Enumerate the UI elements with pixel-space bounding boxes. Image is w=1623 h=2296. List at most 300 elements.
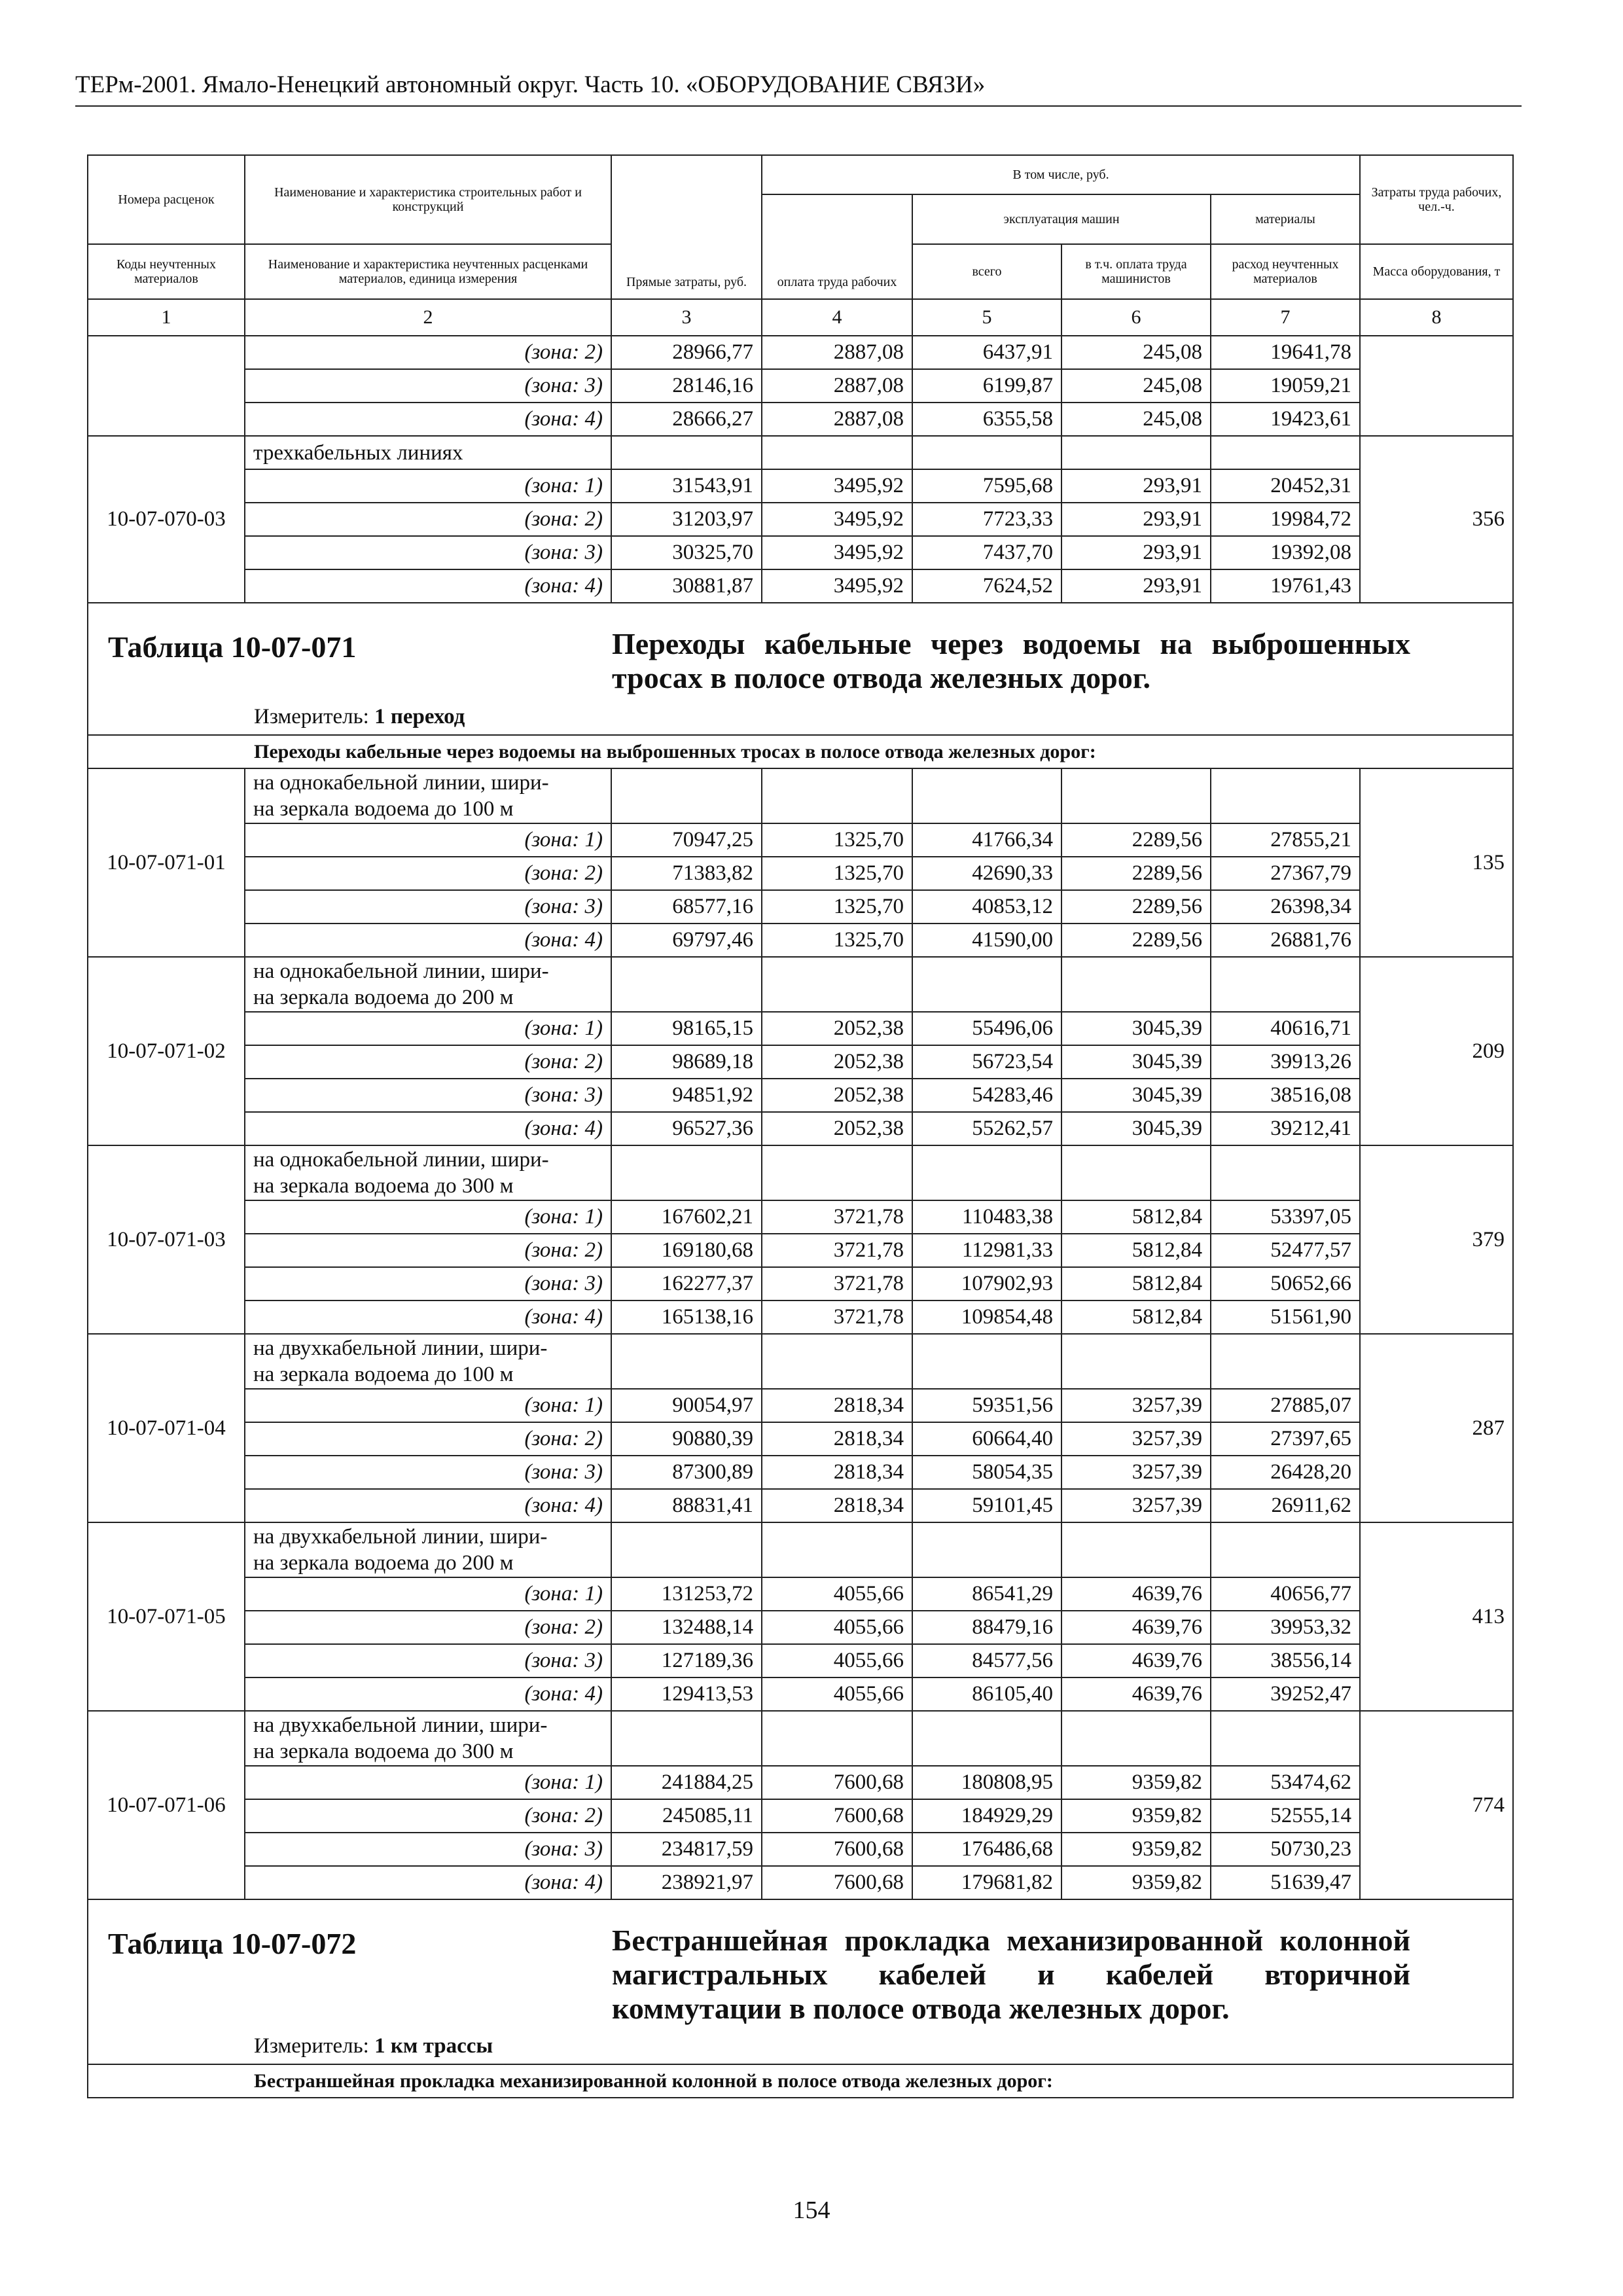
machinist-pay: 2289,56 [1061,823,1211,857]
direct-cost: 90880,39 [611,1422,762,1456]
machines-total: 41766,34 [912,823,1061,857]
table-row [88,1766,1513,1799]
column-number: 7 [1211,299,1360,336]
materials-cost: 53474,62 [1211,1766,1360,1799]
machinist-pay: 3257,39 [1061,1422,1211,1456]
machines-total: 7624,52 [912,569,1061,603]
machinist-pay: 5812,84 [1061,1300,1211,1334]
page-number: 154 [793,2197,830,2224]
labor-pay: 3721,78 [762,1234,912,1267]
zone-label: (зона: 4) [245,1489,611,1522]
table-number: Таблица 10-07-072 [108,1927,357,1960]
materials-cost: 39212,41 [1211,1112,1360,1145]
zone-label: (зона: 4) [245,1300,611,1334]
machines-total: 41590,00 [912,924,1061,957]
work-description [245,1334,611,1389]
machines-total: 7595,68 [912,469,1061,503]
machines-total: 180808,95 [912,1766,1061,1799]
labor-pay: 3721,78 [762,1267,912,1300]
empty-cell [1211,1522,1360,1577]
rate-code: 10-07-070-03 [88,436,245,603]
table-row [88,1422,1513,1456]
zone-label: (зона: 4) [245,1112,611,1145]
table-row [88,823,1513,857]
work-description-line: на однокабельной линии, шири- [253,771,549,795]
machines-total: 86105,40 [912,1677,1061,1711]
table-row [88,1644,1513,1677]
table-row [88,1045,1513,1079]
machines-total: 112981,33 [912,1234,1061,1267]
labor-cost: 356 [1360,436,1513,603]
table-row [88,436,1513,469]
zone-label: (зона: 2) [245,857,611,890]
materials-cost: 19984,72 [1211,503,1360,536]
work-description-line: на зеркала водоема до 300 м [253,1740,514,1763]
materials-cost: 51561,90 [1211,1300,1360,1334]
machines-total: 184929,29 [912,1799,1061,1833]
table-number: Таблица 10-07-071 [108,630,357,664]
labor-cell [1360,336,1513,436]
work-description-line: на зеркала водоема до 200 м [253,1551,514,1575]
work-description [245,768,611,823]
zone-label: (зона: 1) [245,1012,611,1045]
meter [254,2034,493,2058]
machines-total: 58054,35 [912,1456,1061,1489]
labor-pay: 3495,92 [762,569,912,603]
labor-pay: 7600,68 [762,1866,912,1899]
section-subtitle: Переходы кабельные через водоемы на выброшенных тросах в полосе отвода железных дорог: [88,735,1513,768]
zone-label: (зона: 2) [245,1422,611,1456]
table-row [88,890,1513,924]
labor-cost: 209 [1360,957,1513,1145]
zone-label: (зона: 4) [245,403,611,436]
column-number: 8 [1360,299,1513,336]
machinist-pay: 2289,56 [1061,890,1211,924]
table-row [88,1234,1513,1267]
empty-cell [912,1522,1061,1577]
running-header: ТЕРм-2001. Ямало-Ненецкий автономный округ. Часть 10. «ОБОРУДОВАНИЕ СВЯЗИ» [75,71,1522,107]
empty-cell [1211,1334,1360,1389]
zone-label: (зона: 1) [245,1766,611,1799]
rate-code: 10-07-071-01 [88,768,245,957]
direct-cost: 88831,41 [611,1489,762,1522]
table-row [88,1522,1513,1577]
labor-cost: 774 [1360,1711,1513,1899]
table-row [88,1145,1513,1200]
zone-label: (зона: 2) [245,1045,611,1079]
machines-total: 54283,46 [912,1079,1061,1112]
zone-label: (зона: 1) [245,823,611,857]
empty-cell [912,957,1061,1012]
zone-label: (зона: 4) [245,924,611,957]
machines-total: 7437,70 [912,536,1061,569]
work-description [245,1522,611,1577]
direct-cost: 28666,27 [611,403,762,436]
col6-header: в т.ч. оплата труда машинистов [1061,244,1211,299]
empty-cell [611,768,762,823]
zone-label: (зона: 2) [245,503,611,536]
labor-pay: 7600,68 [762,1799,912,1833]
labor-pay: 2052,38 [762,1079,912,1112]
empty-cell [1061,768,1211,823]
table-row [88,1112,1513,1145]
zone-label: (зона: 3) [245,1079,611,1112]
work-description [245,1711,611,1766]
machinist-pay: 3045,39 [1061,1079,1211,1112]
rates-table [87,154,1514,2098]
machinist-pay: 245,08 [1061,403,1211,436]
table-row [88,1300,1513,1334]
machinist-pay: 3257,39 [1061,1389,1211,1422]
zone-label: (зона: 2) [245,1611,611,1644]
labor-pay: 2818,34 [762,1489,912,1522]
col1-top-header: Номера расценок [88,155,245,244]
table-row [88,924,1513,957]
direct-cost: 31543,91 [611,469,762,503]
machines-total: 40853,12 [912,890,1061,924]
table-row [88,768,1513,823]
col4-header: оплата труда рабочих [762,194,912,299]
table-row [88,857,1513,890]
col7-header: расход неучтенных материалов [1211,244,1360,299]
zone-label: (зона: 3) [245,536,611,569]
empty-cell [611,957,762,1012]
direct-cost: 98165,15 [611,1012,762,1045]
meter-value: 1 км трассы [374,2034,493,2058]
table-row [88,1611,1513,1644]
meter-value: 1 переход [374,705,465,728]
materials-cost: 27855,21 [1211,823,1360,857]
empty-cell [1211,768,1360,823]
direct-cost: 98689,18 [611,1045,762,1079]
materials-cost: 39953,32 [1211,1611,1360,1644]
work-description-line: на двухкабельной линии, шири- [253,1713,548,1737]
column-numbers-row [88,299,1513,336]
group-header: В том числе, руб. [762,155,1360,194]
labor-pay: 3721,78 [762,1300,912,1334]
direct-cost: 132488,14 [611,1611,762,1644]
direct-cost: 71383,82 [611,857,762,890]
materials-cost: 50652,66 [1211,1267,1360,1300]
labor-pay: 1325,70 [762,890,912,924]
labor-cost: 135 [1360,768,1513,957]
empty-cell [762,1711,912,1766]
zone-label: (зона: 1) [245,469,611,503]
labor-pay: 2887,08 [762,403,912,436]
work-description-line: на двухкабельной линии, шири- [253,1525,548,1549]
direct-cost: 241884,25 [611,1766,762,1799]
machines-header: эксплуатация машин [912,194,1211,244]
zone-label: (зона: 2) [245,1234,611,1267]
table-row [88,957,1513,1012]
machines-total: 60664,40 [912,1422,1061,1456]
table-row [88,1456,1513,1489]
machines-total: 56723,54 [912,1045,1061,1079]
table-row [88,1389,1513,1422]
meter-label: Измеритель: [254,2034,375,2058]
materials-cost: 26881,76 [1211,924,1360,957]
labor-pay: 2052,38 [762,1045,912,1079]
machinist-pay: 3257,39 [1061,1489,1211,1522]
machines-total: 110483,38 [912,1200,1061,1234]
direct-cost: 30881,87 [611,569,762,603]
direct-cost: 129413,53 [611,1677,762,1711]
machinist-pay: 4639,76 [1061,1677,1211,1711]
col1-bottom-header: Коды неучтенных материалов [88,244,245,299]
labor-pay: 2818,34 [762,1422,912,1456]
empty-cell [611,1334,762,1389]
labor-pay: 7600,68 [762,1766,912,1799]
section-subtitle-row [88,735,1513,768]
work-description-line: на зеркала водоема до 200 м [253,986,514,1009]
empty-cell [762,1522,912,1577]
zone-label: (зона: 3) [245,890,611,924]
zone-label: (зона: 1) [245,1577,611,1611]
materials-cost: 39252,47 [1211,1677,1360,1711]
empty-cell [1211,1145,1360,1200]
materials-cost: 38556,14 [1211,1644,1360,1677]
work-description [245,957,611,1012]
direct-cost: 70947,25 [611,823,762,857]
empty-cell [1211,1711,1360,1766]
rate-code-cell [88,336,245,436]
rate-code: 10-07-071-02 [88,957,245,1145]
empty-cell [1061,436,1211,469]
empty-cell [1211,957,1360,1012]
table-row [88,403,1513,436]
materials-cost: 52477,57 [1211,1234,1360,1267]
machinist-pay: 293,91 [1061,536,1211,569]
table-row [88,1267,1513,1300]
empty-cell [762,436,912,469]
empty-cell [762,1145,912,1200]
empty-cell [611,1145,762,1200]
direct-cost: 28146,16 [611,369,762,403]
labor-pay: 2052,38 [762,1012,912,1045]
labor-pay: 2887,08 [762,369,912,403]
zone-label: (зона: 3) [245,369,611,403]
machinist-pay: 9359,82 [1061,1866,1211,1899]
materials-cost: 26428,20 [1211,1456,1360,1489]
machines-total: 6437,91 [912,336,1061,369]
empty-cell [611,436,762,469]
direct-cost: 238921,97 [611,1866,762,1899]
direct-cost: 234817,59 [611,1833,762,1866]
labor-cost: 287 [1360,1334,1513,1522]
column-number: 6 [1061,299,1211,336]
machines-total: 109854,48 [912,1300,1061,1334]
zone-label: (зона: 1) [245,1200,611,1234]
machinist-pay: 5812,84 [1061,1234,1211,1267]
machines-total: 42690,33 [912,857,1061,890]
column-number: 2 [245,299,611,336]
table-row [88,469,1513,503]
labor-pay: 1325,70 [762,823,912,857]
table-row [88,1677,1513,1711]
empty-cell [1061,957,1211,1012]
direct-cost: 94851,92 [611,1079,762,1112]
labor-pay: 3721,78 [762,1200,912,1234]
empty-cell [762,957,912,1012]
materials-cost: 40656,77 [1211,1577,1360,1611]
table-row [88,1200,1513,1234]
zone-label: (зона: 4) [245,1866,611,1899]
table-title-cell [88,603,1513,735]
table-row [88,1489,1513,1522]
machines-total: 55262,57 [912,1112,1061,1145]
machines-total: 88479,16 [912,1611,1061,1644]
zone-label: (зона: 3) [245,1267,611,1300]
materials-cost: 27367,79 [1211,857,1360,890]
work-description-line: на зеркала водоема до 300 м [253,1174,514,1198]
materials-cost: 19641,78 [1211,336,1360,369]
zone-label: (зона: 3) [245,1833,611,1866]
section-subtitle-row [88,2064,1513,2098]
machinist-pay: 3257,39 [1061,1456,1211,1489]
empty-cell [611,1522,762,1577]
table-name: Переходы кабельные через водоемы на выброшенных тросах в полосе отвода железных дорог. [612,627,1410,694]
table-name: Бестраншейная прокладка механизированной колонной магистральных кабелей и кабелей вторичной коммутации в полосе отвода железных дорог. [612,1924,1410,2025]
empty-cell [1061,1145,1211,1200]
rate-code: 10-07-071-05 [88,1522,245,1711]
machinist-pay: 4639,76 [1061,1577,1211,1611]
materials-cost: 38516,08 [1211,1079,1360,1112]
empty-cell [1061,1522,1211,1577]
machines-total: 179681,82 [912,1866,1061,1899]
machines-total: 59351,56 [912,1389,1061,1422]
direct-cost: 69797,46 [611,924,762,957]
col2-top-header: Наименование и характеристика строительных работ и конструкций [245,155,611,244]
empty-cell [912,436,1061,469]
machinist-pay: 3045,39 [1061,1012,1211,1045]
machines-total: 6199,87 [912,369,1061,403]
direct-cost: 162277,37 [611,1267,762,1300]
table-row [88,1577,1513,1611]
zone-label: (зона: 4) [245,569,611,603]
machines-total: 84577,56 [912,1644,1061,1677]
zone-label: (зона: 3) [245,1644,611,1677]
direct-cost: 68577,16 [611,890,762,924]
empty-cell [912,1711,1061,1766]
direct-cost: 31203,97 [611,503,762,536]
machines-total: 55496,06 [912,1012,1061,1045]
table-row [88,503,1513,536]
direct-cost: 87300,89 [611,1456,762,1489]
materials-cost: 40616,71 [1211,1012,1360,1045]
materials-cost: 51639,47 [1211,1866,1360,1899]
materials-cost: 39913,26 [1211,1045,1360,1079]
materials-cost: 27397,65 [1211,1422,1360,1456]
empty-cell [1061,1711,1211,1766]
direct-cost: 131253,72 [611,1577,762,1611]
table-row [88,1711,1513,1766]
materials-cost: 26911,62 [1211,1489,1360,1522]
direct-cost: 90054,97 [611,1389,762,1422]
table-row [88,1866,1513,1899]
machinist-pay: 5812,84 [1061,1267,1211,1300]
column-number: 5 [912,299,1061,336]
col8-bottom-header: Масса оборудования, т [1360,244,1513,299]
labor-pay: 2052,38 [762,1112,912,1145]
materials-cost: 53397,05 [1211,1200,1360,1234]
table-title-row [88,1899,1513,2064]
zone-label: (зона: 4) [245,1677,611,1711]
work-description-line: на двухкабельной линии, шири- [253,1336,548,1360]
empty-cell [912,1145,1061,1200]
direct-cost: 96527,36 [611,1112,762,1145]
empty-cell [912,1334,1061,1389]
machines-total: 107902,93 [912,1267,1061,1300]
materials-cost: 19761,43 [1211,569,1360,603]
table-row [88,1334,1513,1389]
zone-label: (зона: 2) [245,1799,611,1833]
labor-pay: 4055,66 [762,1611,912,1644]
col3-header: Прямые затраты, руб. [611,155,762,299]
machinist-pay: 293,91 [1061,469,1211,503]
materials-cost: 19059,21 [1211,369,1360,403]
column-number: 1 [88,299,245,336]
machinist-pay: 4639,76 [1061,1611,1211,1644]
labor-pay: 1325,70 [762,857,912,890]
col8-top-header: Затраты труда рабочих, чел.-ч. [1360,155,1513,244]
table-row [88,336,1513,369]
table-row [88,569,1513,603]
table-row [88,1012,1513,1045]
table-row [88,369,1513,403]
labor-pay: 1325,70 [762,924,912,957]
empty-cell [1061,1334,1211,1389]
work-description-line: на зеркала водоема до 100 м [253,797,514,821]
machinist-pay: 3045,39 [1061,1045,1211,1079]
work-description-line: на однокабельной линии, шири- [253,1148,549,1172]
labor-pay: 3495,92 [762,503,912,536]
labor-pay: 2818,34 [762,1389,912,1422]
column-number: 3 [611,299,762,336]
meter [254,705,465,729]
table-title-row [88,603,1513,735]
machinist-pay: 2289,56 [1061,857,1211,890]
labor-pay: 4055,66 [762,1677,912,1711]
rate-code: 10-07-071-06 [88,1711,245,1899]
materials-cost: 26398,34 [1211,890,1360,924]
materials-header: материалы [1211,194,1360,244]
empty-cell [1211,436,1360,469]
zone-label: (зона: 1) [245,1389,611,1422]
machinist-pay: 9359,82 [1061,1833,1211,1866]
zone-label: (зона: 3) [245,1456,611,1489]
table-row [88,536,1513,569]
machines-total: 6355,58 [912,403,1061,436]
machinist-pay: 2289,56 [1061,924,1211,957]
direct-cost: 30325,70 [611,536,762,569]
table-title-cell [88,1899,1513,2064]
labor-pay: 3495,92 [762,469,912,503]
work-description-line: на однокабельной линии, шири- [253,960,549,983]
section-subtitle: Бестраншейная прокладка механизированной колонной в полосе отвода железных дорог: [88,2064,1513,2098]
meter-label: Измеритель: [254,705,375,728]
table-row [88,1833,1513,1866]
rate-code: 10-07-071-03 [88,1145,245,1334]
machinist-pay: 245,08 [1061,336,1211,369]
work-description: трехкабельных линиях [245,436,611,469]
work-description [245,1145,611,1200]
materials-cost: 19423,61 [1211,403,1360,436]
column-number: 4 [762,299,912,336]
labor-pay: 3495,92 [762,536,912,569]
direct-cost: 169180,68 [611,1234,762,1267]
machines-total: 176486,68 [912,1833,1061,1866]
empty-cell [762,1334,912,1389]
